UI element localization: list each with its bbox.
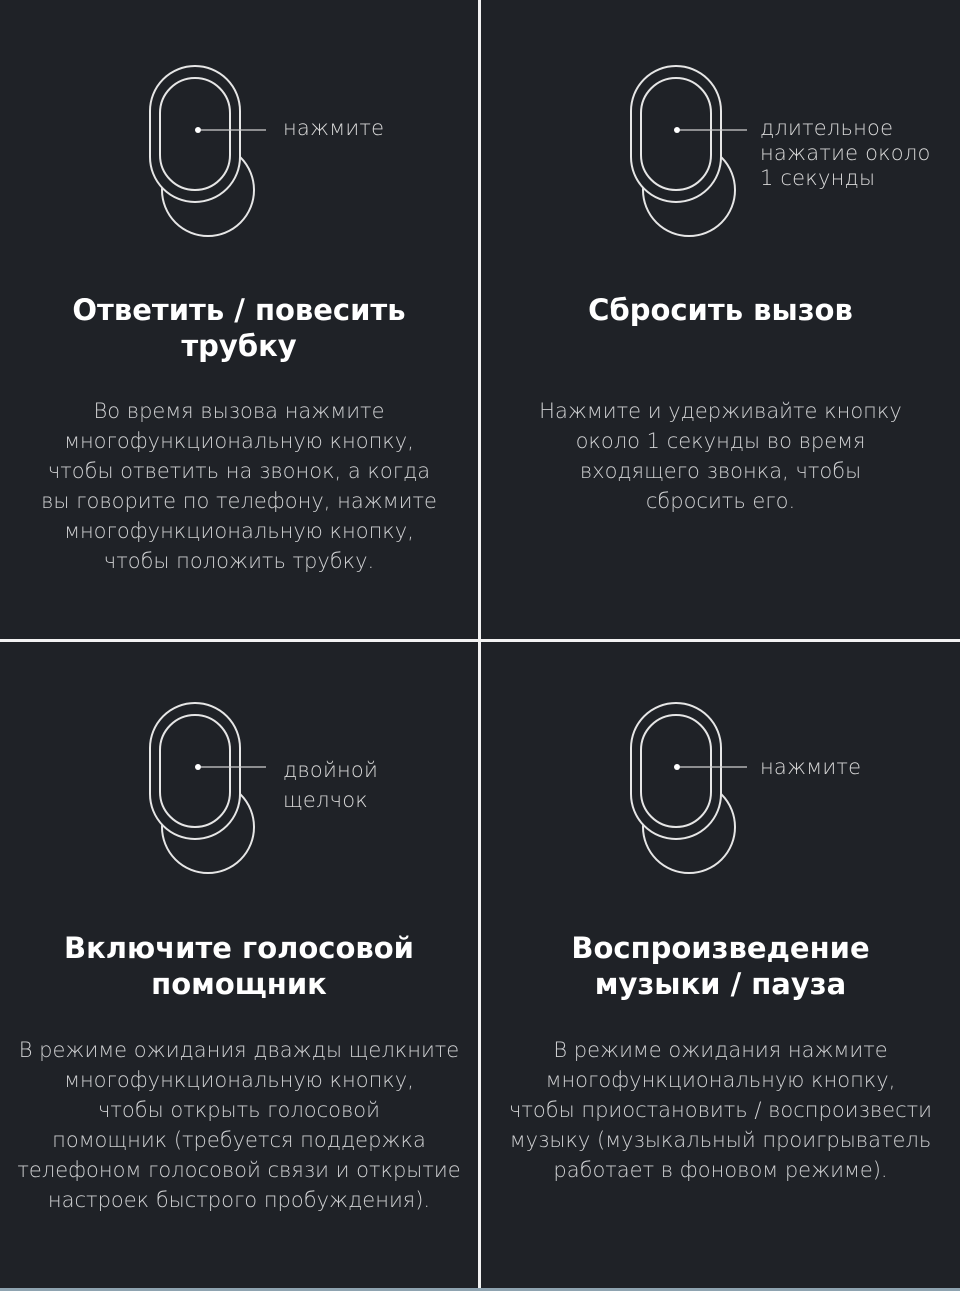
- earbud-icon: [140, 699, 270, 879]
- card-description: Нажмите и удерживайте кнопку около 1 секунды во время входящего звонка, чтобы сбросить его.: [539, 399, 902, 513]
- gesture-callout: двойной щелчок: [283, 758, 379, 812]
- card-music-play-pause: [481, 642, 960, 1288]
- card-reject-call: [481, 0, 960, 639]
- card-description: В режиме ожидания нажмите многофункциональную кнопку, чтобы приостановить / воспроизвести музыку (музыкальный проигрыватель работает в фоновом режиме).: [508, 1038, 932, 1182]
- earbud-icon: [140, 62, 270, 242]
- card-description: Во время вызова нажмите многофункциональную кнопку, чтобы ответить на звонок, а когда вы говорите по телефону, нажмите многофункциональную кнопку, чтобы положить трубку.: [41, 399, 437, 573]
- card-title: Сбросить вызов: [588, 293, 853, 327]
- gesture-callout: нажмите: [760, 755, 862, 779]
- card-voice-assistant: [0, 642, 478, 1288]
- card-title: Воспроизведение музыки / пауза: [571, 931, 870, 1001]
- gesture-callout: длительное нажатие около 1 секунды: [760, 116, 931, 190]
- card-title: Ответить / повесить трубку: [72, 293, 406, 363]
- card-answer-hangup: [0, 0, 478, 639]
- earbud-icon: [621, 62, 751, 242]
- card-description: В режиме ожидания дважды щелкните многофункциональную кнопку, чтобы открыть голосовой помощник (требуется поддержка телефоном голосовой связи и открытие настроек быстрого пробуждения).: [17, 1038, 461, 1212]
- earbud-icon: [621, 699, 751, 879]
- gesture-callout: нажмите: [283, 116, 385, 140]
- card-title: Включите голосовой помощник: [64, 931, 414, 1001]
